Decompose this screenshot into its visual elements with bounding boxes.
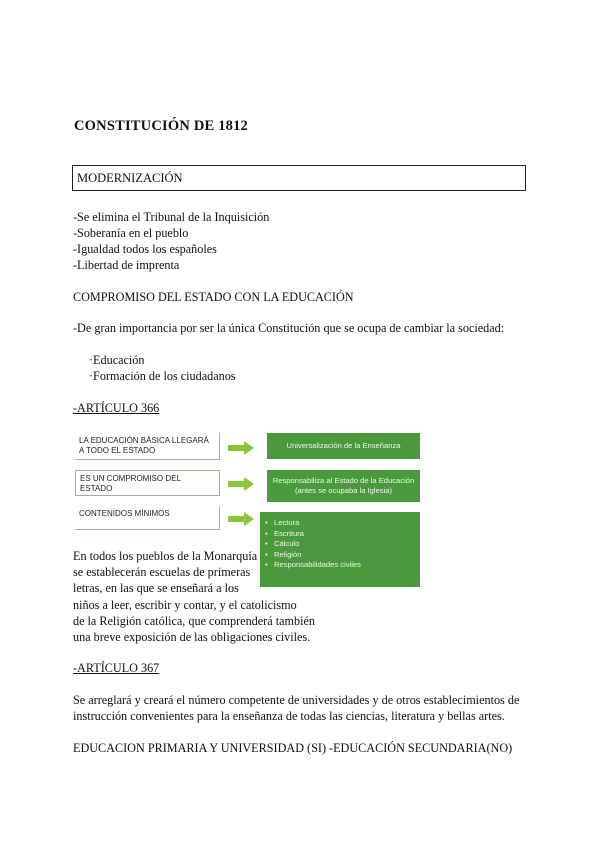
list-item: -Libertad de imprenta (73, 258, 180, 272)
compromiso-list (89, 352, 236, 384)
articulo-367-heading: -ARTÍCULO 367 (73, 661, 160, 675)
text-line: instrucción convenientes para la enseñanza de todas las ciencias, literatura y bellas artes. (73, 709, 505, 723)
list-item: • Escritura (274, 529, 420, 540)
list-item: • Religión (274, 550, 420, 561)
list-item: • Lectura (274, 518, 420, 529)
list-item: ·Educación (89, 353, 145, 367)
articulo-366-heading: -ARTÍCULO 366 (73, 401, 160, 415)
modernizacion-heading-box: MODERNIZACIÓN (72, 165, 526, 191)
footer-line: EDUCACION PRIMARIA Y UNIVERSIDAD (SI) -EDUCACIÓN SECUNDARIA(NO) (73, 741, 513, 755)
diagram-left-box-2: ES UN COMPROMISO DEL ESTADO (75, 470, 220, 496)
list-item: • Responsabilidades civiles (274, 560, 420, 571)
articulo-366-text (73, 548, 315, 645)
modernizacion-list (73, 209, 269, 273)
text-line: Se arreglará y creará el número competente de universidades y de otros establecimientos de (73, 693, 520, 707)
text-line: niños a leer, escribir y contar, y el catolicismo (73, 597, 297, 612)
diagram-right-box-1: Universalización de la Enseñanza (267, 433, 420, 459)
text-line: En todos los pueblos de la Monarquía (73, 549, 258, 563)
list-item: • Cálculo (274, 539, 420, 550)
diagram-left-box-3: CONTENIDOS MÍNIMOS (75, 506, 220, 530)
right-box-2-line: Responsabiliza al Estado de la Educación (272, 476, 415, 485)
arrow-right-icon (228, 477, 254, 491)
arrow-right-icon (228, 441, 254, 455)
text-line: de la Religión católica, que comprenderá también (73, 613, 315, 628)
text-line: se establecerán escuelas de primeras (73, 565, 251, 580)
list-item: ·Formación de los ciudadanos (89, 369, 236, 383)
text-line: una breve exposición de las obligaciones civiles. (73, 630, 311, 645)
list-item: -Igualdad todos los españoles (73, 242, 217, 256)
arrow-right-icon (228, 512, 254, 526)
text-line: letras, en las que se enseñará a los (73, 581, 239, 596)
list-item: -Soberanía en el pueblo (73, 226, 189, 240)
right-box-2-line: (antes se ocupaba la Iglesia) (294, 486, 393, 495)
list-item: -Se elimina el Tribunal de la Inquisición (73, 210, 270, 224)
compromiso-intro: -De gran importancia por ser la única Constitución que se ocupa de cambiar la sociedad: (73, 321, 505, 335)
articulo-367-text (73, 692, 519, 724)
diagram-right-box-2 (267, 470, 420, 502)
compromiso-heading: COMPROMISO DEL ESTADO CON LA EDUCACIÓN (73, 290, 354, 304)
page-title: CONSTITUCIÓN DE 1812 (74, 118, 248, 134)
diagram-left-box-1: LA EDUCACIÓN BÁSICA LLEGARÁ A TODO EL ESTADO (75, 433, 220, 460)
